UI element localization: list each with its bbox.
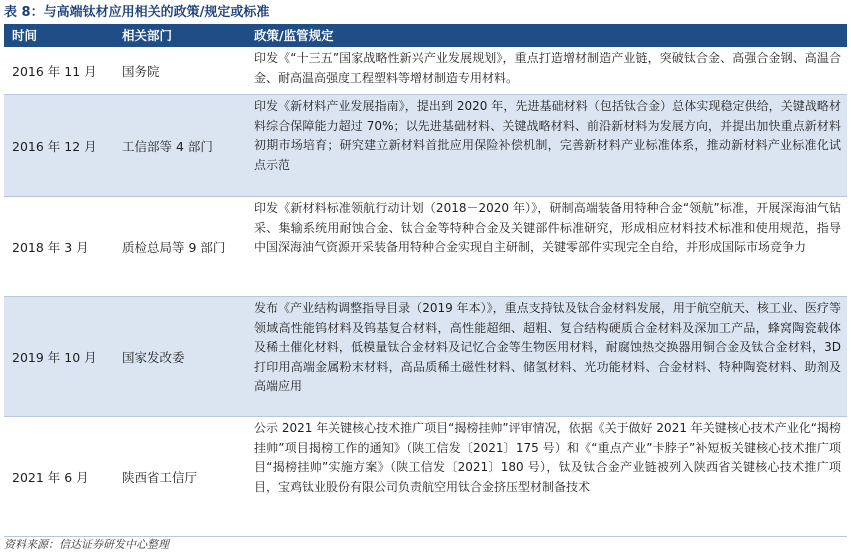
policy-table [4,24,847,537]
header-policy: 政策/监管规定 [254,28,334,43]
header-time: 时间 [12,28,38,43]
header-department: 相关部门 [122,28,173,43]
row-policy: 印发《新材料产业发展指南》，提出到 2020 年，先进基础材料（包括钛合金）总体实现稳定供给，关键战略材料综合保障能力超过 70%；以先进基础材料、关键战略材料、前沿新材料为发展方向，并提出加快重点新材料初期市场培育；研究建立新材料首批应用保险补偿机制，完善新材料产业标准体系，推动新材料产业标准化试点示范 [254,99,841,172]
row-time: 2021 年 6 月 [12,469,89,485]
row-policy: 公示 2021 年关键核心技术推广项目“揭榜挂帅”评审情况，依据《关于做好 2021 年关键核心技术产业化“揭榜挂帅”项目揭榜工作的通知》（陕工信发〔2021〕175 号）和《“重点产业”卡脖子”补短板关键核心技术推广项目“揭榜挂帅”实施方案》（陕工信发〔2021〕180 号），钛及钛合金产业链被列入陕西省关键核心技术推广项目，宝鸡钛业股份有限公司负责航空用钛合金挤压型材制备技术 [254,421,841,494]
table-row [4,95,847,197]
row-time: 2016 年 11 月 [12,63,97,79]
row-time: 2019 年 10 月 [12,349,97,365]
table-row [4,417,847,537]
row-policy: 印发《新材料标准领航行动计划（2018－2020 年）》，研制高端装备用特种合金“领航”标准，开展深海油气钻采、集输系统用耐蚀合金、钛合金等特种合金及关键部件标准研究，形成相应材料技术标准和使用规范，指导中国深海油气资源开采装备用特种合金实现自主研制，关键零部件实现完全自给，并形成国际市场竞争力 [254,201,841,255]
row-department: 国务院 [122,63,160,79]
row-department: 国家发改委 [122,349,185,365]
row-time: 2016 年 12 月 [12,138,97,154]
row-policy: 发布《产业结构调整指导目录（2019 年本）》，重点支持钛及钛合金材料发展，用于航空航天、核工业、医疗等领域高性能钨材料及钨基复合材料，高性能超细、超粗、复合结构硬质合金材料及深加工产品，蜂窝陶瓷载体及稀土催化材料，低模量钛合金材料及记忆合金等生物医用材料，耐腐蚀热交换器用铜合金及钛合金材料，3D 打印用高端金属粉末材料，高品质稀土磁性材料、储氢材料、光功能材料、合金材料、特种陶瓷材料、助剂及高端应用 [254,301,841,394]
row-time: 2018 年 3 月 [12,239,89,255]
table-row [4,297,847,417]
table-row [4,197,847,297]
table-row [4,47,847,95]
table-title: 表 8：与高端钛材应用相关的政策/规定或标准 [4,5,270,20]
source-note: 资料来源：信达证券研发中心整理 [4,538,169,551]
row-policy: 印发《“十三五”国家战略性新兴产业发展规划》，重点打造增材制造产业链，突破钛合金、高强合金钢、高温合金、耐高温高强度工程塑料等增材制造专用材料。 [254,51,841,85]
row-department: 质检总局等 9 部门 [122,239,226,255]
row-department: 工信部等 4 部门 [122,138,213,154]
row-department: 陕西省工信厅 [122,469,198,485]
table-header [4,24,847,47]
